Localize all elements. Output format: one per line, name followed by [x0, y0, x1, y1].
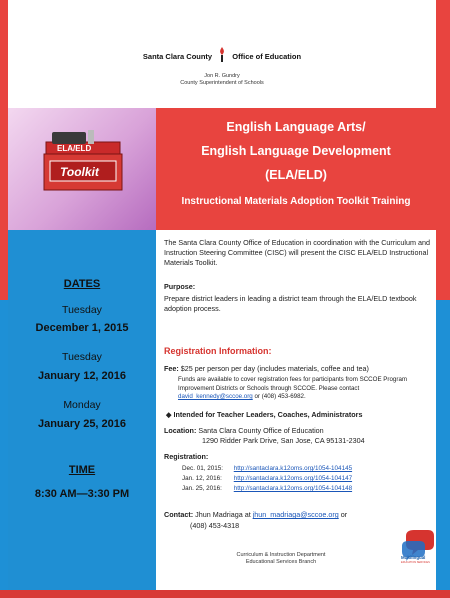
toolbox-icon: [42, 128, 124, 196]
contact-email-link[interactable]: jhun_madriaga@sccoe.org: [252, 510, 339, 519]
fee-label: Fee:: [164, 364, 179, 373]
frame-bottom: [0, 590, 450, 598]
purpose-label: Purpose:: [164, 282, 196, 291]
location-label: Location:: [164, 426, 197, 435]
title-line-2: English Language Development: [201, 144, 391, 158]
session-date: January 12, 2016: [37, 370, 127, 382]
session-date: January 25, 2016: [37, 418, 127, 430]
time-heading: TIME: [68, 464, 96, 476]
funds-email-link[interactable]: david_kennedy@sccoe.org: [178, 393, 253, 401]
funds-note: [178, 376, 428, 402]
contact-or: or: [340, 510, 348, 519]
frame-left-blue: [0, 300, 8, 598]
registration-date: Jan. 25, 2016:: [182, 485, 222, 492]
diamond-bullet-icon: ◆: [166, 410, 172, 419]
superintendent-block: [8, 73, 436, 87]
toolkit-image: [8, 108, 156, 230]
org-logo: [8, 46, 436, 62]
location-block: [164, 426, 432, 436]
dates-heading: DATES: [63, 278, 101, 290]
registration-date: Jan. 12, 2016:: [182, 475, 222, 482]
registration-link[interactable]: http://santaclara.k12oms.org/1054-104147: [233, 475, 353, 482]
session-date: December 1, 2015: [35, 322, 129, 334]
registration-label: Registration:: [164, 452, 209, 461]
toolbox-label-top: ELA/ELD: [57, 144, 92, 153]
contact-name: Jhun Madriaga at: [195, 510, 251, 519]
funds-text: Funds are available to cover registration fees for participants from SCCOE Program Improvement Districts or Schools through SCCOE. Please contact: [178, 376, 408, 392]
contact-block: [164, 510, 394, 520]
fee-text: $25 per person per day (includes materials, coffee and tea): [180, 364, 369, 373]
toolbox-label-main: Toolkit: [60, 165, 99, 179]
multilingual-logo: [400, 528, 436, 564]
registration-row: [182, 464, 442, 474]
dates-panel: [8, 230, 156, 590]
footer-line-1: Curriculum & Instruction Department: [236, 552, 326, 558]
letterhead: [8, 0, 436, 108]
title-banner: [8, 108, 436, 230]
logo-word-2: EDUCATION SERVICES: [401, 561, 430, 564]
org-name-right: Office of Education: [232, 52, 302, 61]
title-line-1: English Language Arts/: [226, 120, 366, 134]
registration-link[interactable]: http://santaclara.k12oms.org/1054-104145: [233, 465, 353, 472]
superintendent-name: Jon R. Gundry: [204, 73, 240, 79]
time-value: 8:30 AM—3:30 PM: [34, 488, 130, 500]
contact-label: Contact:: [164, 510, 194, 519]
title-subtitle: Instructional Materials Adoption Toolkit Training: [181, 196, 411, 207]
registration-heading: Registration Information:: [164, 346, 272, 356]
registration-date: Dec. 01, 2015:: [182, 465, 223, 472]
registration-row: [182, 484, 442, 494]
title-line-3: (ELA/ELD): [265, 168, 327, 182]
details-panel: [156, 230, 436, 590]
footer-line-2: Educational Services Branch: [245, 559, 317, 565]
banner-title: [156, 108, 436, 230]
frame-right-blue: [436, 300, 450, 598]
session-day: Tuesday: [62, 351, 102, 363]
department-footer: [156, 552, 406, 566]
intended-text: Intended for Teacher Leaders, Coaches, Administrators: [173, 410, 363, 419]
location-line-1: Santa Clara County Office of Education: [198, 426, 324, 435]
torch-icon: [217, 46, 227, 62]
org-name-left: Santa Clara County: [142, 52, 213, 61]
session-day: Monday: [63, 399, 101, 411]
funds-phone: or (408) 453-6982.: [254, 393, 306, 401]
intro-text: The Santa Clara County Office of Education in coordination with the Curriculum and Instruction Steering Committee (CISC) will present the CISC ELA/ELD Instructional Materials Toolkit.: [164, 238, 430, 268]
fee-line: [164, 364, 432, 374]
superintendent-title: County Superintendent of Schools: [180, 80, 264, 86]
contact-phone: (408) 453-4318: [190, 521, 240, 530]
location-line-2: 1290 Ridder Park Drive, San Jose, CA 95131-2304: [202, 436, 365, 445]
logo-word-1: Multilingual: [401, 555, 426, 560]
intended-audience: [166, 410, 434, 420]
registration-link[interactable]: http://santaclara.k12oms.org/1054-104148: [233, 485, 353, 492]
session-day: Tuesday: [62, 304, 102, 316]
registration-row: [182, 474, 442, 484]
purpose-text: Prepare district leaders in leading a district team through the ELA/ELD textbook adoption process.: [164, 294, 417, 314]
